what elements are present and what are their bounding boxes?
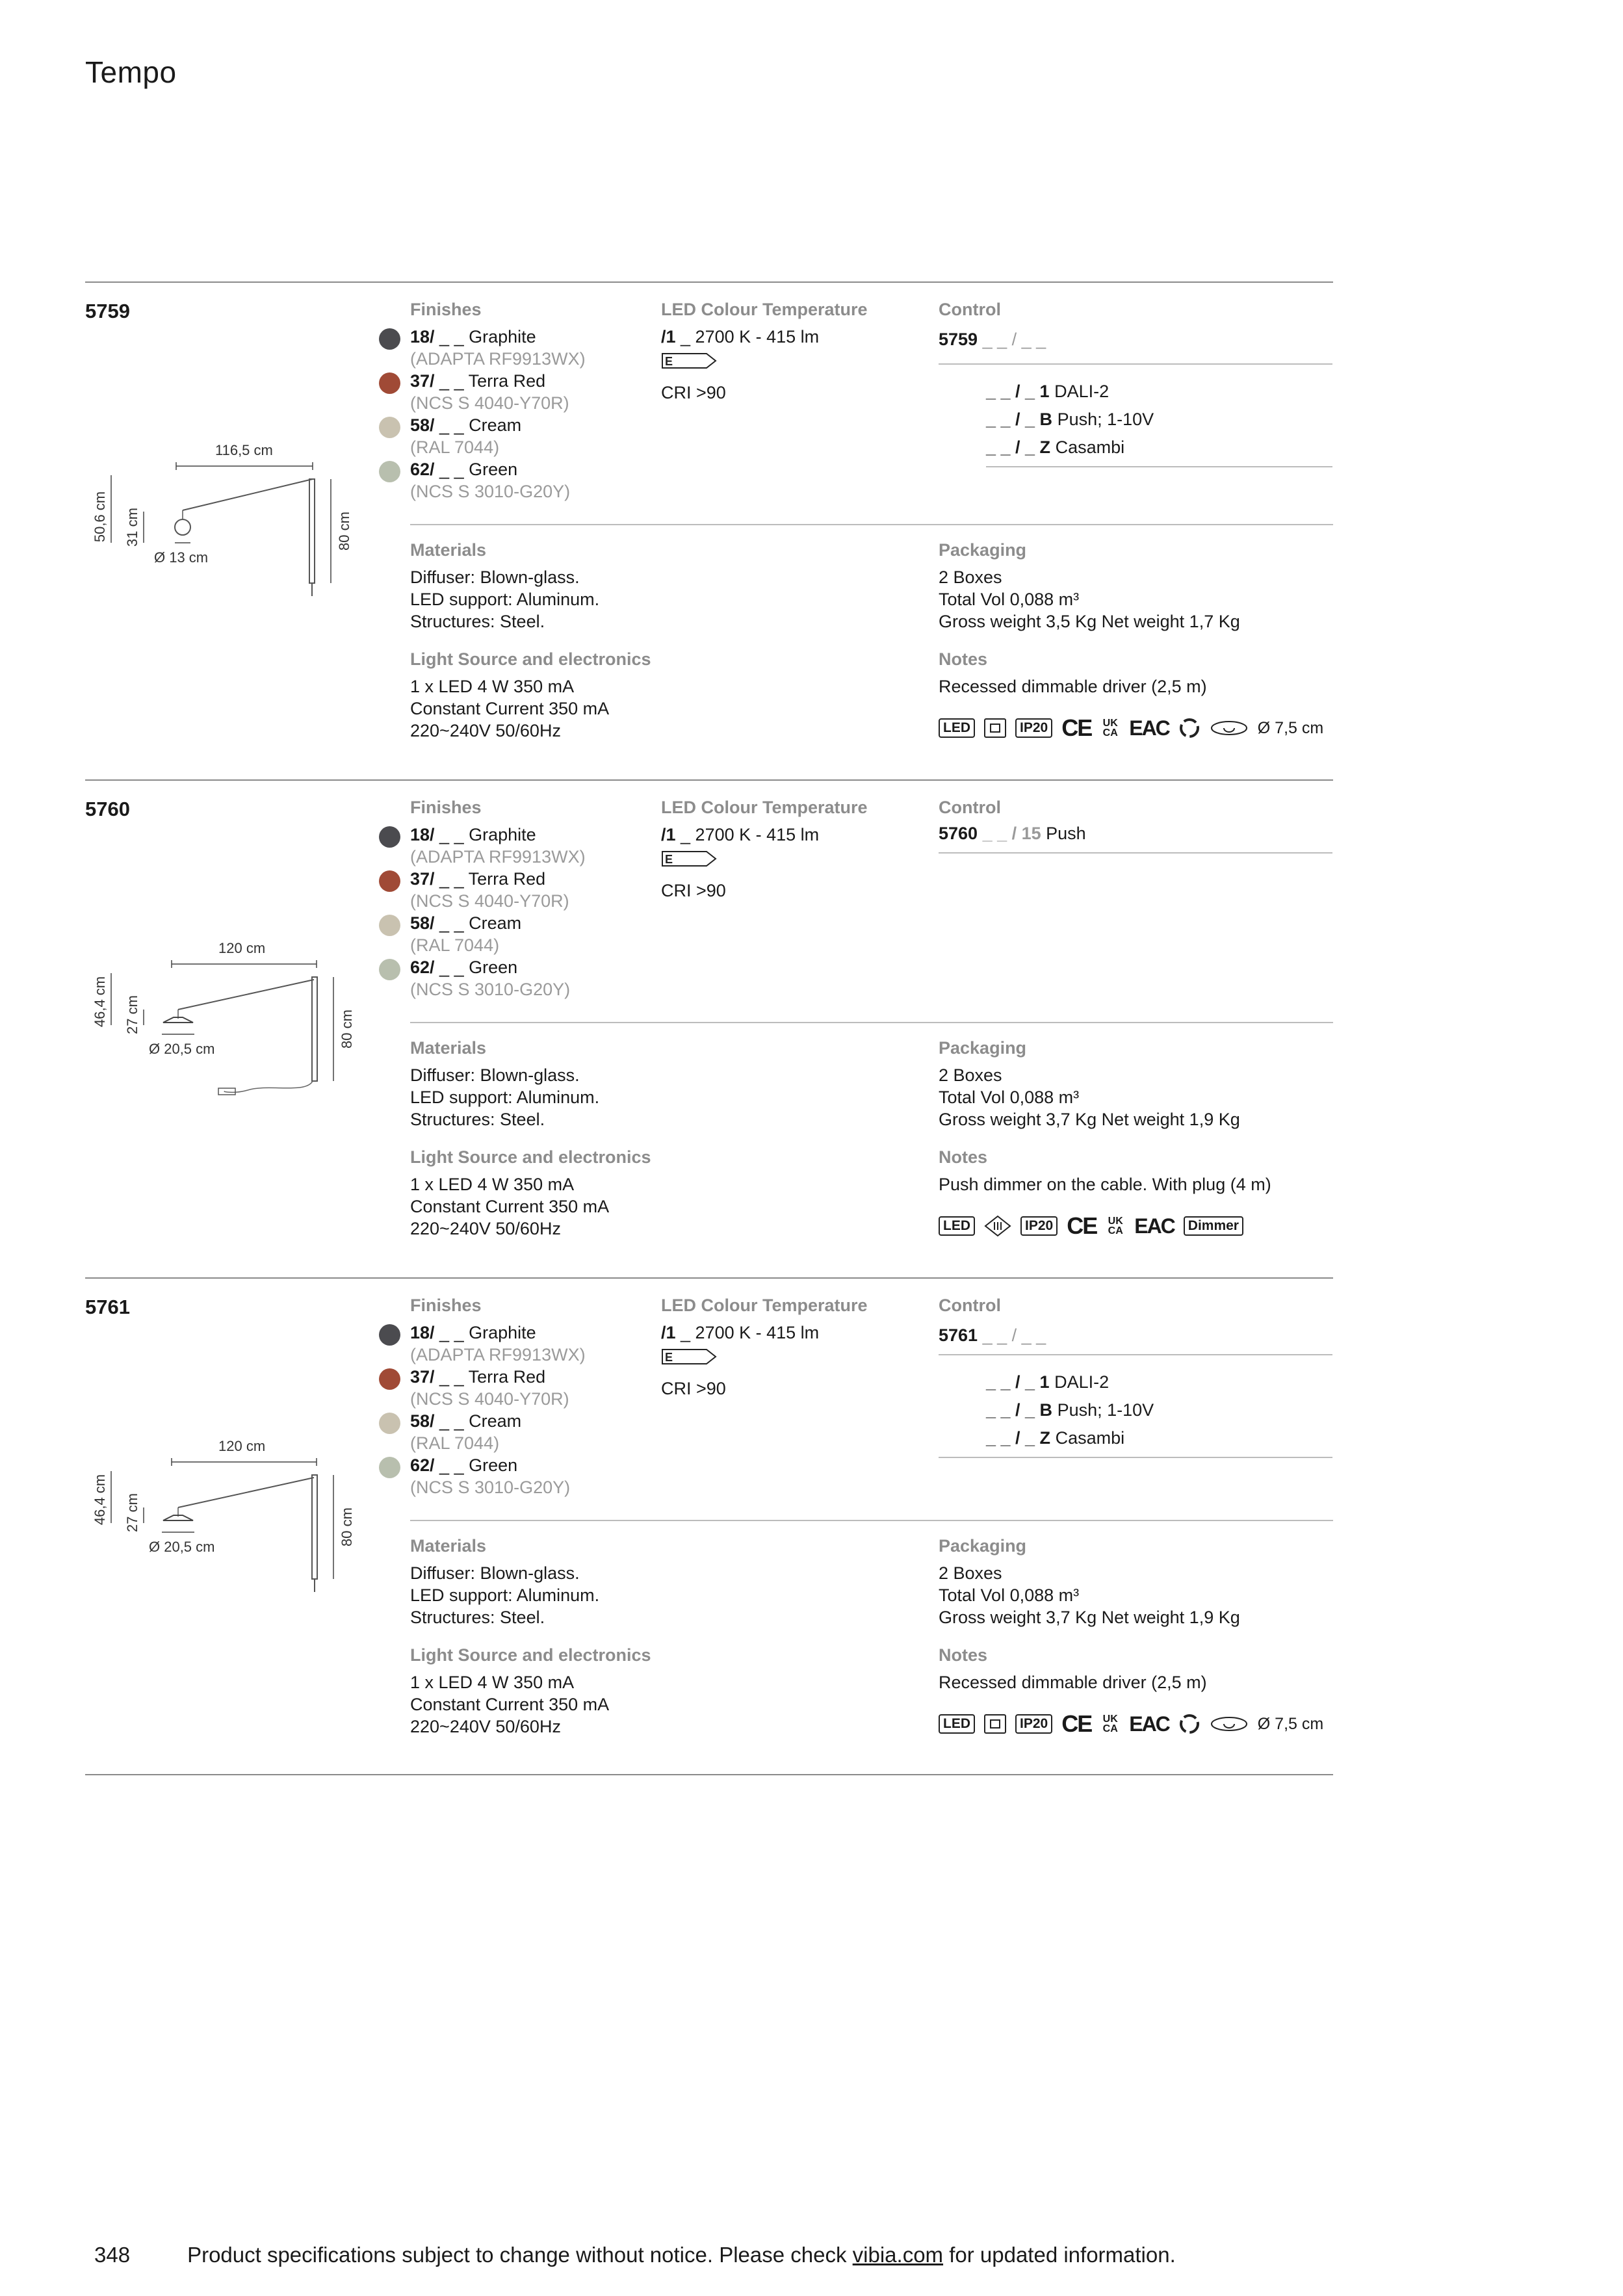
light-source-label: Light Source and electronics bbox=[410, 1645, 651, 1665]
class-ii-icon bbox=[984, 718, 1006, 738]
green-swatch bbox=[379, 1457, 400, 1478]
finish-cream: 58/ _ _ Cream (RAL 7044) bbox=[410, 912, 657, 956]
vibia-link[interactable]: vibia.com bbox=[852, 2243, 944, 2267]
finish-green: 62/ _ _ Green (NCS S 3010-G20Y) bbox=[410, 458, 657, 502]
finishes-list bbox=[410, 326, 657, 502]
ukca-icon: UK CA bbox=[1108, 1216, 1123, 1236]
finish-green: 62/ _ _ Green (NCS S 3010-G20Y) bbox=[410, 1454, 657, 1498]
packaging-label: Packaging bbox=[939, 540, 1027, 560]
lamp-dimension-drawing bbox=[85, 1428, 365, 1597]
light-source-text: 1 x LED 4 W 350 mA Constant Current 350 mA 220~240V 50/60Hz bbox=[410, 1175, 610, 1238]
page-title: Tempo bbox=[85, 55, 177, 89]
cream-swatch bbox=[379, 915, 400, 936]
page-footer bbox=[94, 2243, 1176, 2267]
svg-text:E: E bbox=[665, 853, 673, 866]
materials-label: Materials bbox=[410, 1536, 487, 1556]
finishes-list bbox=[410, 1322, 657, 1498]
drop-dimension: 27 cm bbox=[124, 995, 140, 1034]
led-icon: LED bbox=[939, 1714, 975, 1734]
ip20-icon: IP20 bbox=[1015, 1714, 1052, 1734]
footer-disclaimer: Product specifications subject to change without notice. Please check vibia.com for updated information. bbox=[187, 2243, 1176, 2267]
ip20-icon: IP20 bbox=[1020, 1216, 1058, 1236]
diameter-dimension: Ø 20,5 cm bbox=[149, 1041, 215, 1057]
control-code: 5759 _ _ / _ _ bbox=[939, 330, 1046, 349]
finish-graphite: 18/ _ _ Graphite (ADAPTA RF9913WX) bbox=[410, 326, 657, 370]
ce-icon: CE bbox=[1061, 1710, 1092, 1737]
finish-graphite: 18/ _ _ Graphite (ADAPTA RF9913WX) bbox=[410, 824, 657, 868]
graphite-swatch bbox=[379, 1324, 400, 1346]
diameter-dimension: Ø 13 cm bbox=[154, 549, 209, 566]
product-code: 5760 bbox=[85, 798, 130, 820]
led-label: LED Colour Temperature bbox=[661, 1296, 868, 1315]
drop-dimension: 31 cm bbox=[124, 508, 140, 547]
product-5759 bbox=[85, 281, 1333, 779]
product-5761 bbox=[85, 1277, 1333, 1775]
control-code: 5760 _ _ / 15 Push bbox=[939, 824, 1086, 843]
finish-terra-red: 37/ _ _ Terra Red (NCS S 4040-Y70R) bbox=[410, 868, 657, 912]
finish-green: 62/ _ _ Green (NCS S 3010-G20Y) bbox=[410, 956, 657, 1000]
energy-class-icon bbox=[661, 352, 717, 369]
ce-icon: CE bbox=[1061, 714, 1092, 741]
ukca-icon: UK CA bbox=[1102, 1714, 1118, 1734]
control-option-casambi: _ _ / _ Z Casambi bbox=[986, 437, 1125, 457]
finishes-label: Finishes bbox=[410, 798, 482, 817]
control-option-push: _ _ / _ B Push; 1-10V bbox=[986, 1400, 1154, 1420]
ukca-icon: UK CA bbox=[1102, 718, 1118, 738]
product-5760 bbox=[85, 779, 1333, 1277]
page-number: 348 bbox=[94, 2243, 131, 2267]
eac-icon: EAC bbox=[1129, 716, 1169, 740]
recycle-icon bbox=[1178, 1713, 1201, 1735]
notes-label: Notes bbox=[939, 1645, 988, 1665]
terra-red-swatch bbox=[379, 870, 400, 892]
notes-label: Notes bbox=[939, 1147, 988, 1167]
product-code: 5759 bbox=[85, 300, 130, 322]
green-swatch bbox=[379, 461, 400, 482]
notes-text: Recessed dimmable driver (2,5 m) bbox=[939, 677, 1207, 696]
ip20-icon: IP20 bbox=[1015, 718, 1052, 738]
cutout-diameter: Ø 7,5 cm bbox=[1257, 718, 1324, 737]
class-iii-icon bbox=[984, 1215, 1011, 1237]
terra-red-swatch bbox=[379, 1368, 400, 1390]
ce-icon: CE bbox=[1067, 1212, 1097, 1239]
product-code: 5761 bbox=[85, 1296, 130, 1318]
led-spec: /1 _ 2700 K - 415 lm bbox=[661, 327, 820, 346]
packaging-text: 2 Boxes Total Vol 0,088 m³ Gross weight 3,5 Kg Net weight 1,7 Kg bbox=[939, 567, 1240, 631]
certification-icons bbox=[939, 714, 1323, 742]
lamp-dimension-drawing bbox=[85, 432, 365, 601]
finish-terra-red: 37/ _ _ Terra Red (NCS S 4040-Y70R) bbox=[410, 1366, 657, 1410]
graphite-swatch bbox=[379, 328, 400, 350]
notes-label: Notes bbox=[939, 649, 988, 669]
finish-terra-red: 37/ _ _ Terra Red (NCS S 4040-Y70R) bbox=[410, 370, 657, 414]
total-height-dimension: 50,6 cm bbox=[92, 491, 108, 543]
control-option-casambi: _ _ / _ Z Casambi bbox=[986, 1428, 1125, 1448]
control-label: Control bbox=[939, 300, 1001, 319]
svg-text:E: E bbox=[665, 355, 673, 368]
graphite-swatch bbox=[379, 826, 400, 848]
terra-red-swatch bbox=[379, 372, 400, 394]
total-height-dimension: 46,4 cm bbox=[92, 1474, 108, 1526]
total-height-dimension: 46,4 cm bbox=[92, 976, 108, 1028]
packaging-label: Packaging bbox=[939, 1038, 1027, 1058]
control-option-push: _ _ / _ B Push; 1-10V bbox=[986, 410, 1154, 429]
light-source-text: 1 x LED 4 W 350 mA Constant Current 350 mA 220~240V 50/60Hz bbox=[410, 677, 610, 740]
recessed-cutout-icon bbox=[1210, 720, 1249, 737]
width-dimension: 120 cm bbox=[218, 940, 266, 956]
notes-text: Recessed dimmable driver (2,5 m) bbox=[939, 1673, 1207, 1692]
packaging-label: Packaging bbox=[939, 1536, 1027, 1556]
notes-text: Push dimmer on the cable. With plug (4 m) bbox=[939, 1175, 1271, 1194]
finish-graphite: 18/ _ _ Graphite (ADAPTA RF9913WX) bbox=[410, 1322, 657, 1366]
finishes-list bbox=[410, 824, 657, 1000]
packaging-text: 2 Boxes Total Vol 0,088 m³ Gross weight 3,7 Kg Net weight 1,9 Kg bbox=[939, 1563, 1240, 1627]
height-dimension: 80 cm bbox=[339, 1507, 355, 1546]
control-label: Control bbox=[939, 1296, 1001, 1315]
led-spec: /1 _ 2700 K - 415 lm bbox=[661, 1323, 820, 1342]
light-source-text: 1 x LED 4 W 350 mA Constant Current 350 mA 220~240V 50/60Hz bbox=[410, 1673, 610, 1736]
eac-icon: EAC bbox=[1134, 1214, 1175, 1238]
finishes-label: Finishes bbox=[410, 1296, 482, 1315]
packaging-text: 2 Boxes Total Vol 0,088 m³ Gross weight 3,7 Kg Net weight 1,9 Kg bbox=[939, 1065, 1240, 1129]
control-option-dali: _ _ / _ 1 DALI-2 bbox=[986, 1372, 1110, 1392]
eac-icon: EAC bbox=[1129, 1712, 1169, 1736]
materials-label: Materials bbox=[410, 1038, 487, 1058]
height-dimension: 80 cm bbox=[336, 512, 352, 551]
cream-swatch bbox=[379, 417, 400, 438]
cri-value: CRI >90 bbox=[661, 383, 726, 402]
diameter-dimension: Ø 20,5 cm bbox=[149, 1539, 215, 1555]
light-source-label: Light Source and electronics bbox=[410, 649, 651, 669]
recycle-icon bbox=[1178, 717, 1201, 739]
svg-text:E: E bbox=[665, 1351, 673, 1364]
energy-class-icon bbox=[661, 1348, 717, 1365]
control-option-dali: _ _ / _ 1 DALI-2 bbox=[986, 382, 1110, 401]
finish-cream: 58/ _ _ Cream (RAL 7044) bbox=[410, 1410, 657, 1454]
led-icon: LED bbox=[939, 718, 975, 738]
cream-swatch bbox=[379, 1413, 400, 1434]
green-swatch bbox=[379, 959, 400, 980]
certification-icons bbox=[939, 1212, 1243, 1240]
height-dimension: 80 cm bbox=[339, 1010, 355, 1049]
lamp-dimension-drawing bbox=[85, 930, 365, 1099]
recessed-cutout-icon bbox=[1210, 1715, 1249, 1732]
led-icon: LED bbox=[939, 1216, 975, 1236]
drop-dimension: 27 cm bbox=[124, 1493, 140, 1532]
cri-value: CRI >90 bbox=[661, 1379, 726, 1398]
led-label: LED Colour Temperature bbox=[661, 300, 868, 319]
dimmer-icon: Dimmer bbox=[1184, 1216, 1243, 1236]
finish-cream: 58/ _ _ Cream (RAL 7044) bbox=[410, 414, 657, 458]
finishes-label: Finishes bbox=[410, 300, 482, 319]
cri-value: CRI >90 bbox=[661, 881, 726, 900]
materials-text: Diffuser: Blown-glass. LED support: Aluminum. Structures: Steel. bbox=[410, 567, 600, 631]
control-code: 5761 _ _ / _ _ bbox=[939, 1325, 1046, 1345]
control-label: Control bbox=[939, 798, 1001, 817]
class-ii-icon bbox=[984, 1714, 1006, 1734]
led-spec: /1 _ 2700 K - 415 lm bbox=[661, 825, 820, 844]
led-label: LED Colour Temperature bbox=[661, 798, 868, 817]
materials-label: Materials bbox=[410, 540, 487, 560]
width-dimension: 120 cm bbox=[218, 1438, 266, 1454]
materials-text: Diffuser: Blown-glass. LED support: Aluminum. Structures: Steel. bbox=[410, 1563, 600, 1627]
cutout-diameter: Ø 7,5 cm bbox=[1257, 1714, 1324, 1733]
materials-text: Diffuser: Blown-glass. LED support: Aluminum. Structures: Steel. bbox=[410, 1065, 600, 1129]
energy-class-icon bbox=[661, 850, 717, 867]
certification-icons bbox=[939, 1710, 1323, 1738]
width-dimension: 116,5 cm bbox=[215, 442, 273, 458]
light-source-label: Light Source and electronics bbox=[410, 1147, 651, 1167]
